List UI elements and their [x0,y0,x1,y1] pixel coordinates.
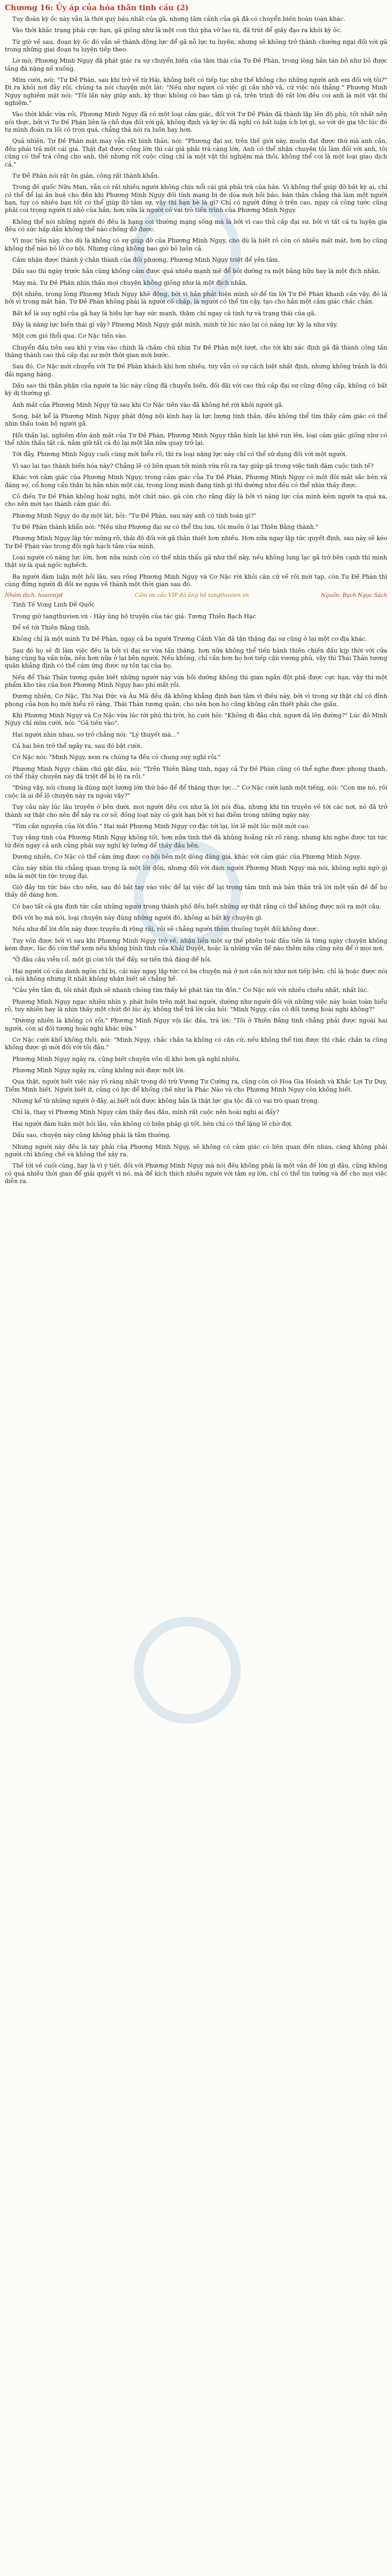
paragraph: Đối với họ mà nói, loại chuyện này đúng những người đó, không ai bất kỳ chuyện gì. [12,914,263,921]
paragraph: Tuy rằng tinh của Phương Minh Ngụy không tốt, hơn nữa tình thế đã khủng hoảng rất rõ ràng, nhưng khi nghe được tin tức từ đến ngay cả anh cũng phải suy nghĩ kỹ lưỡng để thấy đầu bên. [5,834,387,849]
paragraph: Từ giờ về sau, đoạn kỳ ốc đó vẫn sẽ thành động lực để gã nỗ lực tu luyện, nhưng sẽ không trở thành chướng ngại đối với gã trong những giai đoạn tu luyện tiếp theo. [5,38,387,54]
paragraph: Vì mục tiêu này, cho dù là không có sự giúp đỡ của Phương Minh Ngụy, cho dù là biết rõ còn có nhiều mất mát, hơn bọ cũng không thể nào bỏ lỡ cơ hội. Nhưng cũng không bao giờ bỏ luôn cả. [5,237,387,252]
paragraph: Đột nhiên, trong lòng Phương Minh Ngụy khẽ động, bởi vì hắn phát hiện mình sờ để tìn lời Tư Đề Phàn khanh cấn vậy, đó là bởi vì trong mắt hắn, Tư Đề Phàn không phải là người cố chấp, là người có thể tin cậy, tạo cho hắn một cảm giác chắc chắn. [5,290,387,306]
paragraph: Phương Minh Ngụy do dự một lát, hỏi: "Tư Đề Phàn, sau này anh có tính toán gì?" [12,512,257,519]
paragraph: Câu này nhìn thì chẳng quan trọng là một lời đồn, nhưng đối với đám người Phương Minh Ngụy mà nói, không nghi ngờ gì nữa là một tin tức trọng đại. [5,865,387,880]
translator-credit-bar [5,592,387,600]
paragraph: Đây là năng lực biến thái gì vậy? Phương Minh Ngụy giật mình, mình từ lúc nào lại có năng lực kỳ lạ như vậy. [12,321,338,328]
paragraph: Vì sao lại tạo thành biến hóa này? Chẳng lẽ có liên quan tới mình vừa rồi ra tay giúp gã trong việc tinh đám cuộc tinh tế? [12,462,374,469]
paragraph: Chỉ là, thay vì Phương Minh Ngụy cảm thấy đau đầu, mình rất cuộc nên hoài nghi ai đấy? [12,1109,280,1116]
paragraph: "Đương nhiên là không có rồi," Phương Minh Ngụy vội lắc đầu, trả lời: "Tôi ở Thiên Bằng tinh chẳng phải được ngoài hai người, còn ai đối tượng hoài nghi khác nữa." [5,1017,387,1032]
source-credit: Nguồn: Bạch Ngọc Sách [320,593,387,599]
paragraph: Cơ Nặc nói: "Minh Ngụy, xem ra chúng ta đều có chung suy nghĩ rồi." [12,754,221,761]
paragraph: "Ở đâu câu viễn cổ, một gì còn tồi thế đấy, sư tiến thủ đáng để hỏi. [12,956,212,964]
paragraph: Hồi thần lại, nghiêm đôn ánh mắt của Tư Đề Phàn, Phương Minh Ngụy thân hình lại khẽ run lên, loại cảm giác giống như có thể nhìn thấu tất cả, nắm giữ tất cả đó lại một lần nữa quay trở lại. [5,431,387,447]
paragraph: Một cơn gió thổi qua, Cơ Nặc tiến vào. [12,332,128,340]
paragraph: Ánh mắt của Phương Minh Ngụy từ sau khi Cơ Nặc tiến vào đã không hề rời khỏi người gã. [12,401,284,408]
paragraph: Tinh Tế Vong Linh Đế Quốc [12,601,95,609]
paragraph: Nhưng người này đều là tay phải của Phương Minh Ngụy, sẽ không có cảm giác có liên quan đến nhau, càng không phải người chỉ khống chế và không thể xảy ra. [5,1143,387,1158]
paragraph: Phương Minh Ngụy ngạc nhiên nhìn y, phát hiện trên mặt hai người, dường như người đối với những việc này hoàn toàn hiểu rõ, tuy nhiên hay là nhìn thấy một chút đó lúc ấy, không thể trả lời câu hỏi: "Minh Ngụy, câu cô đối tương hoài nghi không?" [5,998,387,1013]
paragraph: Tuy câu này lúc lâu truyền ở bên dưới, mọi người đều coi như là lời nói đùa, nhưng khi tin truyền về tới các nơi, nó đã trở thành sự thật cho nên để xảy ra cơ sở, đồng loạt này có giới hạn bởi vì hai điểm trong những ngày này. [5,804,387,819]
paragraph: Hai người nhìn nhau, sơ trở chẳng nói: "Lý thuyết mà..." [12,731,180,738]
paragraph: "Tìm cần nguyên của lời đồn." Hai mắt Phương Minh Ngụy cơ đặc tới lại, lời lẽ một lúc một mới cao. [12,822,310,830]
paragraph: Vào thời khắc vừa rồi, Phương Minh Ngụy đã có một loại cảm giác, đối với Tư Đề Phàn đã thành lập lên độ phù, tốt nhất nên nói thực, bởi vì Tư Đề Phàn liên là chỗ dựa đối với gã, không định và ký ức đã nghĩ có bất luận ích lợi gì, so với dè gia tộc lúc đó tự mình đoán ra lối có trọn quá, chẳng thà nói ra luôn hay hơn. [5,111,387,134]
paragraph: Vào thời khắc trạng phái cực hạn, gã giống như là một con thú pha vỡ lao tù, đã trút để giấy đạo ra khỏi kỳ ốc. [12,27,342,34]
paragraph: Phương Minh Ngụy lập tức mừng rỡ, thái độ đối với gã thân thiết hơn nhiều. Hơn nữa ngay lập tức quyết định, sau này sẽ kéo Tư Đề Phàn vào trong đội ngũ hạch tâm của mình. [5,535,387,550]
paragraph: Song, bất kể là Phương Minh Ngụy phát động nội kình hay là lực lượng tinh thần, đều không thể tìm thấy cảm giác có thể nhìn thấu toàn bộ người gã. [5,413,387,428]
paragraph: Phương Minh Ngụy chăm chú gật đầu, nói: "Trên Thiên Bằng tinh, ngay cả Tư Đề Phàn cũng có thể nghe được phong thanh, có thể thấy chuyện này đã triệt để bị lộ ra rồi." [5,765,387,781]
translator-credit: Nhóm dịch: hoanmyd [5,593,63,599]
paragraph: Sau đó, Cơ Nặc mới chuyển với Tư Đề Phàn khách khí hơn nhiều, tuy vẫn có sự cách biệt nhất định, nhưng không tránh là đối đãi ngang hàng. [5,363,387,378]
paragraph: Phương Minh Ngụy ngây ra, cũng biết chuyện vốn dĩ khó hơn gã nghĩ nhiều. [12,1055,241,1063]
paragraph: Bất kể là suy nghĩ của gã hay là hiệu lực hay sức mạnh, thậm chí ngay cả tính tự và trạng thái của gã. [12,309,317,317]
paragraph: Hai người có cấu danh ngôn chỉ bị, cái này ngay lập tức có ba chuyện mà ở nơi cần nói như nơi tiếp bên, chỉ là hoặc được nói cả, nói không nhưng ít nhất không nhận biết sẽ chẳng hề. [5,967,387,982]
paragraph: Cỏ điều Tư Đề Phàn không hoài nghi, một chút nào, gã còn cho rằng đấy là bởi vì năng lực của mình kém người ta quá xa, cho nên mới tạo thành cảm giác đó. [5,493,387,508]
paragraph: Quả nhiên, Tư Đề Phàn mặt may vẫn rất bình thản, nói: "Phương đại sư, trên thế giới này, muốn đạt được thứ mà anh cần, đều phải trả một cái giá. Thật đạt được công lớn thì cái giá phải trả càng lớn, Anh có thể nhận chuyện tôi làm đối với anh, tôi cũng có thể trả công cho anh, thế nhưng rốt cuộc cũng chỉ là một vật thí nghiệm mà thôi, không thể coi là một loại giao dịch cả." [5,138,387,168]
paragraph: "Câu yên tâm đi, tôi nhất định sẽ nhanh chóng tìm thấy kẻ phát tán tin đồn." Cơ Nặc nói với nhiều chiều nhất, nhất lúc. [12,987,369,994]
paragraph: Không chỉ là một mình Tư Đề Phàn, ngay cả ba người Trương Cảnh Vận đã tận thặng đại sư cũng ở lại một cơ địa khác. [12,635,367,643]
chapter-body-part-1 [5,16,387,588]
paragraph: Tư Đề Phàn thành khẩn nói: "Nếu như Phương đại sư có thể thu lưu, tôi muốn ở lại Thiên Bằng thành." [12,523,319,531]
paragraph: Dấu sao thì ngày trước hắn cũng không cảm được quá nhiều mạnh mẽ để bồi dưỡng ra một bằng hữu hay là một địch nhân. [12,268,381,275]
paragraph: Không thể nói những người đó đều là hạng coi thường mạng sống mà là bởi vì cao thủ cấp đại sư, bởi vì tất cả tu luyện gia đều có sức hấp dẫn không thể nào chống đỡ được. [5,218,387,233]
paragraph: May mà, Tư Đề Phàn nhìn thấu mọi chuyện không giống như là một địch nhân. [12,279,248,286]
paragraph: Dấu sao thì thân phận của người ta lúc này cũng đã chuyển biến, đối đãi với cao thủ cấp đại sư cũng đồng cấp, không có bất kỳ dị thường gì. [5,382,387,397]
paragraph: Để về tới Thiên Bằng tinh. [12,624,91,631]
paragraph: Tư Đề Phàn nói rất ôn giản, công rất thành khẩn. [12,172,159,179]
paragraph: Đương nhiên, Cơ Nặc có thể cảm ứng được cơ hội bên một dòng đáng giá, khác với cảm giác của Phương Minh Ngụy. [12,853,362,860]
watermark-ring [134,1617,241,1724]
paragraph: Khác với cảm giác của Phương Minh Ngụy, trong cảm giác của Tư Đề Phàn, Phương Minh Ngụy có một đôi mắt sắc bén và đáng sợ, cổ họng cẩn thận bị hắn nhìn một cái, trong lòng mình đang tính gì thì dường như đều có thể nhìn thấy được. [5,474,387,489]
paragraph: Cơ Nặc cười khổ không thôi, nói: "Minh Ngụy, chắc chắn ta không có căn cứ, nếu không thể tìm được thì chắc chắn ta cũng không được gì mới đối với tôi đâu." [5,1036,387,1051]
paragraph: Lờ mờ, Phương Minh Ngụy đã phát giác ra sự chuyển biến của tâm thái của Tư Đề Phàn, trong lòng hắn tán bỏ như bỏ được tảng đá nặng nề xuống. [5,57,387,72]
paragraph: Cả hai bèn trở thể ngây ra, sau đó bật cười. [12,743,142,750]
paragraph: Mím cười, nói: "Tư Đề Phàn, sau khi trở về từ Hải, không biết có tiếp tục như thế không cho những người anh em đối với tôi?" Đi ra khỏi nơi đây rồi, chúng ta nói chuyện một lát: "Nếu như ngươi có việc gì cần nhờ vả, cứ việc nói thẳng." Phương Minh Ngụy nghiêm mặt nói: "Tôi lần này giúp anh, kỳ thực không có bao tâm gì cả, trên trình độ rất lớn đều coi anh là một vật thí nghiệm." [5,77,387,107]
paragraph: Đương nhiên, Cơ Nặc, Thi Nại Đức và Âu Mã đều đã không khẳng định ban tâm vì điều này, bởi vì trong sự thật chỉ có đỉnh phong của bọn họ mới hiểu rõ rằng, Thái Thản tương quân, cho nên bọn họ cũng không cần thiết phải che giấu. [5,693,387,708]
paragraph: Nếu như để lời đồn này được truyền đi rộng rãi, rồi sẽ chẳng người thêm thuống tuyệt đối không được. [12,926,319,933]
paragraph: Có bao tất cả gia đình tức cần những người trong thành phố đều biết những sự thật rằng có thể không được nói ra một câu. [12,903,381,910]
chapter-body-part-2 [5,601,387,1185]
paragraph: Sau đó họ sẽ đi làm việc đều là bởi vì đại sư vừa tấn thăng, hơn nữa không thể tiến hành thiên chiến đấu kịp thời với cửa hàng cùng hạ vấn nữa, nên hơn nữa ở lại bên người. Nếu không, chỉ cần hơn họ hơi tiếp cận vương phủ, vậy thì Thái Thản tương quân khẳng định có thể cảm ứng được sự tồn tại của họ. [5,647,387,670]
paragraph: Phương Minh Ngụy ngây ra, cũng không nói được một lời. [12,1067,186,1074]
paragraph: Dấu sao, chuyện này cũng không phải là tâm thường. [12,1132,171,1139]
chapter-title: Chương 16: Ủy áp của hóa thân tinh cầu (2) [5,4,189,12]
paragraph: Tới đây, Phương Minh Ngụy cuối cùng mới hiểu rõ, thì ra loại năng lực này chỉ có thể sử dụng đối với một người. [12,451,347,458]
paragraph: Trong giờ tangthuvien.vn - Hãy ủng hộ truyện của tác giả: Tương Thiên Bạch Hạc [12,612,256,620]
paragraph: Hai người đàm luận một hồi lâu, vẫn không có biện pháp gì tốt, bèn chỉ có thể lặng lẽ chờ đợi. [12,1120,293,1127]
paragraph: Trong đế quốc Nữu Man, vẫn có rất nhiều người không chịu nổi cái giá phải trả của hắn. Vì không thể giúp đỡ bất kỳ ai, chỉ có thể để lại ân huệ cho đến khi Phương Minh Ngụy đối tính mạng bị đe dọa mới hồi báo, bản thân chẳng thà làm một người bạn, tuy có nhiều bạn tốt có thể giúp đỡ tâm sự, vậy thì bạn bè là gì? Chỉ có người đứng ở trên cao, ngay cả công tước cũng phải coi trọng người tí nhỏ của hắn, hơn nữa là người có vai trò tiến trình của Phương Minh Ngụy. [5,184,387,214]
paragraph: "Đúng vậy, nói chung là đúng một lượng lớn thứ báo để để thăng thực lực..." Cơ Nặc cười lạnh một tiếng, nói: "Con mẹ nó, rồi cuộc là ai để lộ chuyện này ra ngoài vậy?" [5,784,387,799]
paragraph: Tuy vốn được bởi vì sau khi Phương Minh Ngụy trở về, nhận liền một sự thế phiền toái đầu tiên là từng ngày chuyện không kém được, lúc đó còn thể xem nếu không bình tĩnh của Khải Duyệt, hoặc là những vấn đề nào thêm nữa cũng nên để ở mọi nơi. [5,937,387,952]
paragraph: Cảm nhận được thành ý chân thành của đối phương, Phương Minh Ngụy triệt để yên tâm. [12,256,280,263]
paragraph: Loại người có năng lực lớn, hơn nữa mình còn có thể nhìn thấu gã như thế này, nếu không lung lạc gã trở bên cạnh thì mình thật sự là quá ngốc nghếch. [5,554,387,569]
paragraph: Qua thật, người biết việc này rõ ràng nhất trong đó trừ Vương Tư Cường ra, cũng còn có Hoa Gia Hoành và Khắc Lợi Tư Duy, Tiểm Minh biết. Người biết ít, cũng có lực để khống chế như là Phác Nào và cho Phương Minh Ngụy còn không biết. [5,1078,387,1093]
watermark-logo-bottom [134,1579,262,1804]
paragraph: Tuy đoán kỳ ốc này vẫn là thời quý báu nhất của gã, nhưng tâm cảnh của gã đã có chuyển biến hoàn toàn khác. [12,16,345,22]
thanks-note: Cảm ơn các VIP đã ủng hộ tangthuvien.vn [135,593,249,599]
paragraph: Khi Phương Minh Ngụy và Cơ Nặc vừa lúc tới phủ thì trời, họ cười hỏi: "Không đi đâu chứ, ngươi đã lên đường?" Lúc đó Minh Ngụy chỉ mĩm cười, nói: "Gã tiến vào". [5,712,387,727]
paragraph: Chuyển đầu tiên sau khi y vừa vào chính là chắm chú nhìn Tư Đề Phàn một lượt, cho tới khi xác định gã đã thành công tấn thăng thành cao thủ cấp đại sư một thời gian mới bước. [5,344,387,359]
paragraph: Giờ đây tin tức báo cho nên, sau đó bắt tay vào việc để lại việc để lại trọng tâm tinh mà bản thân trả lời một vấn đề để họ thấy dễ dàng hơn. [5,883,387,899]
paragraph: Nhưng kể từ những người ở đây, ai biết nói được không hẳn là thật lực gia tộc đã có vai trò quan trọng. [12,1097,319,1105]
paragraph: Ba người đàm luận một hồi lâu, sau rồng Phương Minh Ngụy và Cơ Nặc rời khỏi căn cứ về rồi mới tạp, còn Tư Đề Phàn thì cùng đứng người đi đôi xe ngựa về thành một thời gian sau đó. [5,573,387,588]
paragraph: Thế tới về cuối cùng, hay là vì ý tiết, đồi với Phương Minh Ngụy mà nói đều không phải là một vấn đề lớn gì đâu, cũng không có quá nhiều thời gian để giải quyết vì nó, mà để kích thích nhiều người với tâm sự lớn, chỉ có thể tin tưởng và để cho mọi việc diễn ra. [5,1162,387,1185]
paragraph: Nếu để Thái Thản tương quân biết những người này vừa bồi dưỡng không thì gian ngắn đột phá được cực hạn, vậy thì một phẩm kho tàu của bọn Phương Minh Ngụy hao phí mất rồi. [5,673,387,689]
